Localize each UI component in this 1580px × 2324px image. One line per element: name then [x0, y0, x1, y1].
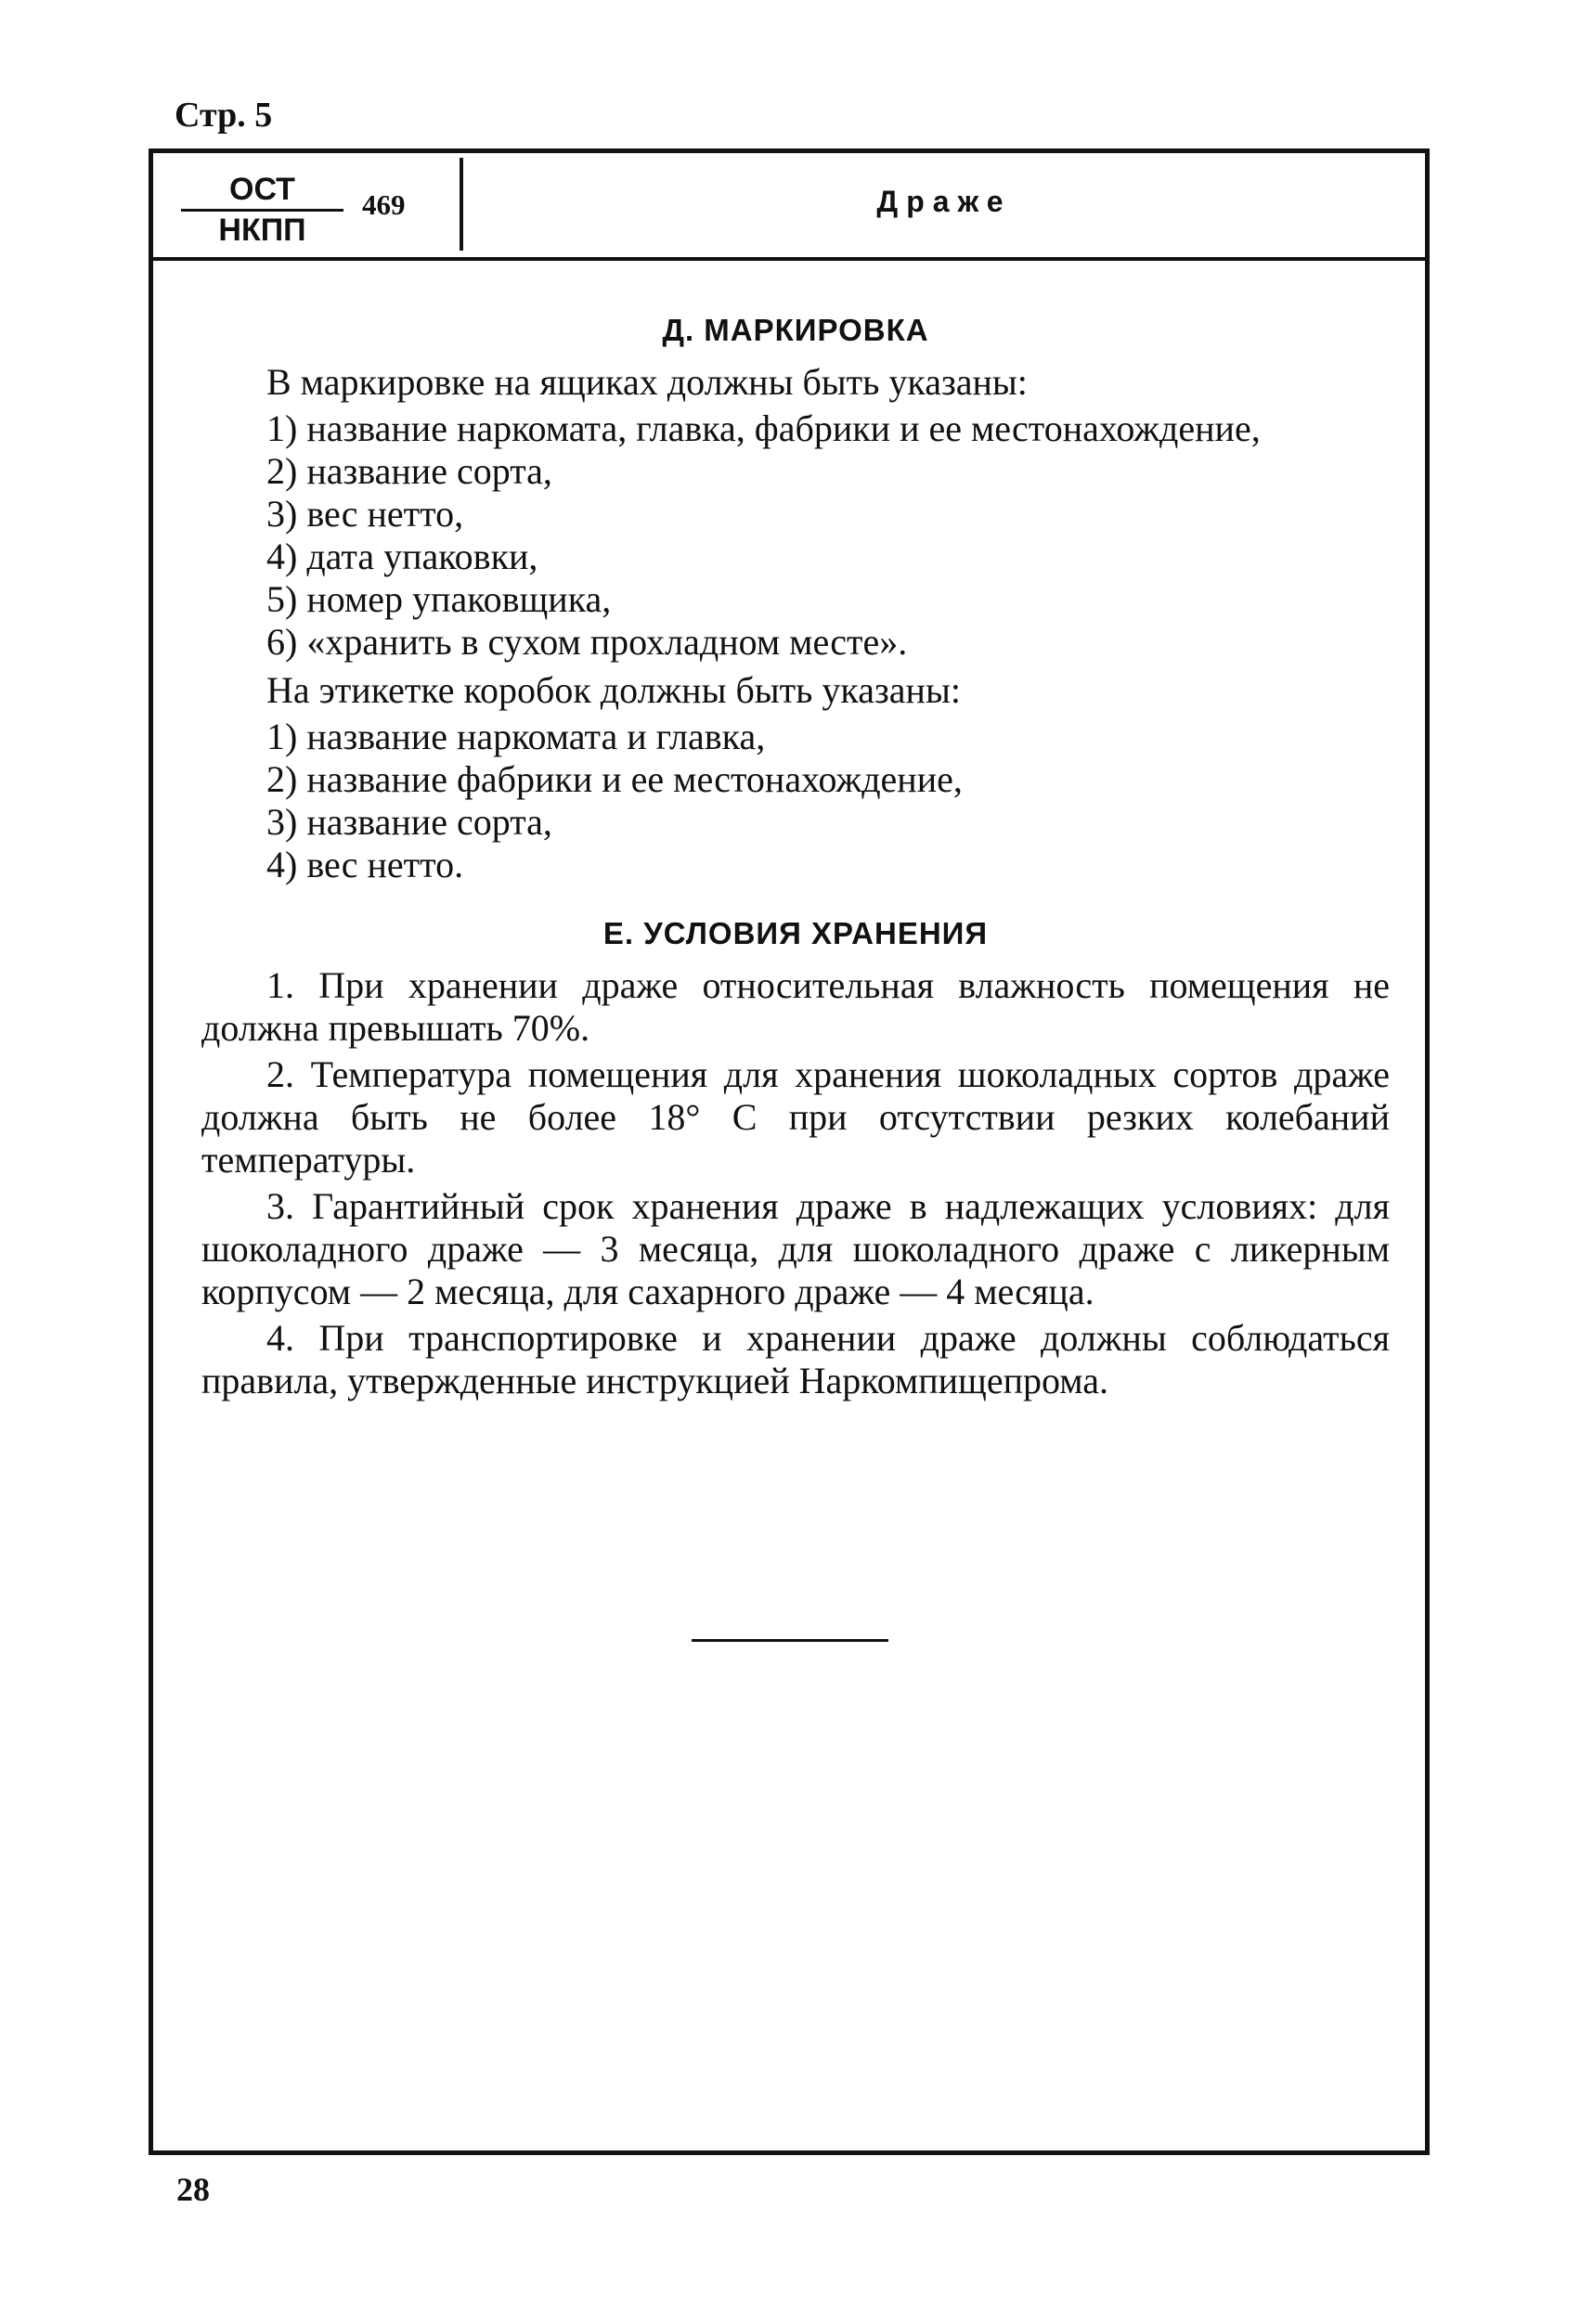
boxes-list: [201, 407, 1390, 664]
end-rule: [692, 1639, 888, 1642]
cartons-intro: На этикетке коробок должны быть указаны:: [266, 669, 961, 711]
boxes-intro: В маркировке на ящиках должны быть указаны:: [266, 361, 1028, 403]
page-label: Стр. 5: [175, 96, 273, 135]
section-d-heading: Д. МАРКИРОВКА: [662, 313, 929, 347]
standard-bottom: НКПП: [218, 213, 306, 248]
storage-paragraph: 1. При хранении драже относительная влажность помещения не должна превышать 70%.: [201, 964, 1390, 1049]
list-item: 6) «хранить в сухом прохладном месте».: [266, 621, 908, 663]
list-item: 4) дата упаковки,: [266, 536, 538, 577]
list-item: 3) вес нетто,: [266, 493, 464, 535]
standard-code: [181, 172, 478, 246]
list-item: 1) название наркомата, главка, фабрики и ее местонахождение,: [266, 407, 1261, 449]
list-item: 4) вес нетто.: [266, 844, 464, 885]
list-item: 5) номер упаковщика,: [266, 578, 612, 620]
document-frame: [149, 148, 1430, 2155]
standard-top: ОСТ: [181, 172, 343, 212]
standard-number: 469: [362, 188, 406, 221]
cartons-list: [201, 716, 1390, 886]
list-item: 3) название сорта,: [266, 801, 552, 843]
storage-paragraph: 3. Гарантийный срок хранения драже в надлежащих условиях: для шоколадного драже — 3 месяца, для шоколадного драже с ликерным корпусом — 2 месяца, для сахарного драже — 4 месяца.: [201, 1185, 1390, 1312]
list-item: 2) название сорта,: [266, 450, 552, 492]
section-e-heading: Е. УСЛОВИЯ ХРАНЕНИЯ: [602, 916, 989, 950]
storage-paragraph: 4. При транспортировке и хранении драже должны соблюдаться правила, утвержденные инструкцией Наркомпищепрома.: [201, 1317, 1390, 1401]
header-row: [153, 153, 1425, 261]
list-item: 1) название наркомата и главка,: [266, 716, 766, 757]
document-title: Драже: [876, 185, 1012, 218]
list-item: 2) название фабрики и ее местонахождение,: [266, 758, 963, 800]
content: [201, 302, 1390, 1406]
storage-paragraph: 2. Температура помещения для хранения шоколадных сортов драже должна быть не более 18° С при отсутствии резких колебаний температуры.: [201, 1053, 1390, 1181]
standard-fraction: [181, 172, 343, 249]
page-number: 28: [176, 2171, 210, 2208]
